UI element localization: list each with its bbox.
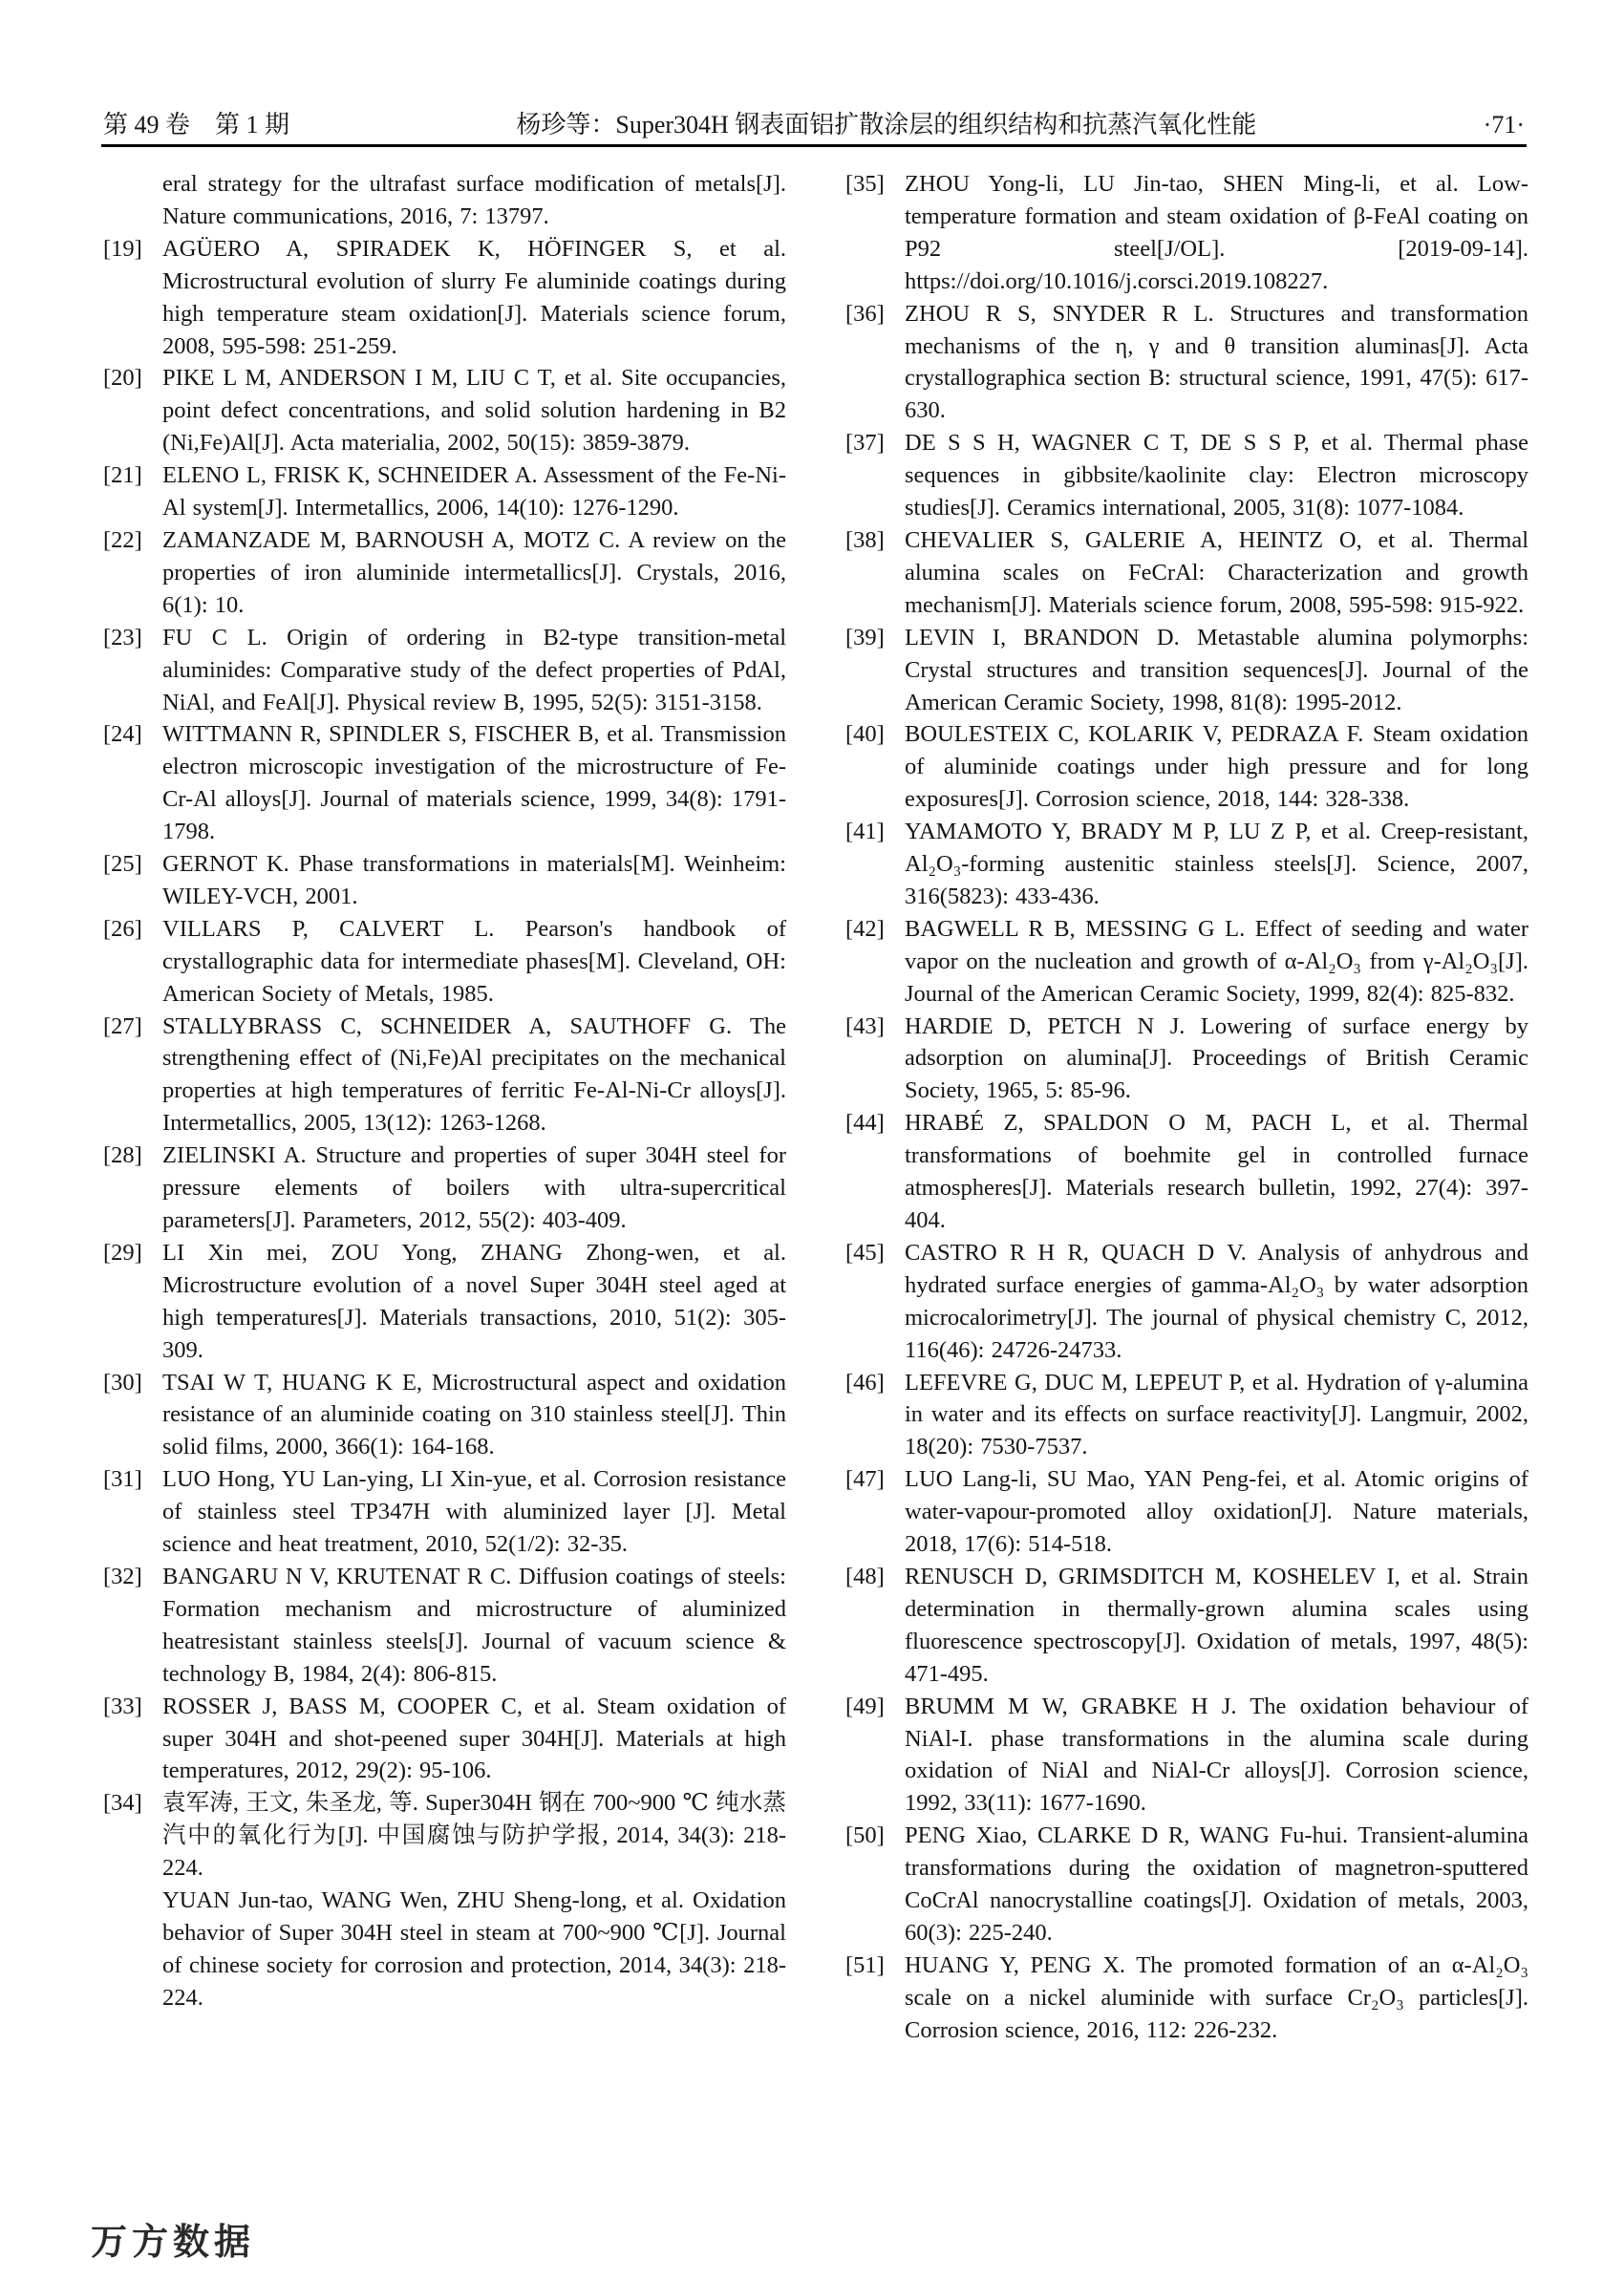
reference-number: [26]	[103, 915, 142, 942]
header-rule	[101, 144, 1527, 147]
reference-item	[103, 168, 786, 233]
reference-item	[845, 1463, 1528, 1561]
reference-text: eral strategy for the ultrafast surface modification of metals[J]. Nature communications, 2016, 7: 13797.	[162, 171, 786, 229]
reference-text: LUO Hong, YU Lan-ying, LI Xin-yue, et al. Corrosion resistance of stainless steel TP347H with aluminized layer [J]. Metal science and heat treatment, 2010, 52(1/2): 32-35.	[162, 1466, 786, 1558]
reference-number: [29]	[103, 1239, 142, 1266]
references-column-right	[845, 168, 1528, 2047]
reference-text: ROSSER J, BASS M, COOPER C, et al. Steam oxidation of super 304H and shot-peened super 304H[J]. Materials at high temperatures, 2012, 29(2): 95-106.	[162, 1693, 786, 1784]
reference-text: DE S S H, WAGNER C T, DE S S P, et al. Thermal phase sequences in gibbsite/kaolinite clay: Electron microscopy studies[J]. Ceramics international, 2005, 31(8): 1077-1084.	[905, 430, 1528, 522]
reference-item	[845, 168, 1528, 298]
reference-text: BRUMM M W, GRABKE H J. The oxidation behaviour of NiAl-I. phase transformations in the alumina scale during oxidation of NiAl and NiAl-Cr alloys[J]. Corrosion science, 1992, 33(11): 1677-1690.	[905, 1693, 1528, 1817]
reference-item	[103, 459, 786, 524]
reference-number: [21]	[103, 462, 142, 489]
reference-number: [25]	[103, 851, 142, 878]
reference-item	[103, 1237, 786, 1367]
reference-text: 袁军涛, 王文, 朱圣龙, 等. Super304H 钢在 700~900 ℃ 纯水蒸汽中的氧化行为[J]. 中国腐蚀与防护学报, 2014, 34(3): 218-224.	[162, 1790, 786, 1882]
reference-number: [23]	[103, 624, 142, 650]
references-section	[103, 168, 1528, 2047]
reference-text: TSAI W T, HUANG K E, Microstructural aspect and oxidation resistance of an aluminide coating on 310 stainless steel[J]. Thin solid films, 2000, 366(1): 164-168.	[162, 1369, 786, 1460]
reference-number: [38]	[845, 526, 885, 553]
reference-item	[103, 1787, 786, 1885]
reference-text: HUANG Y, PENG X. The promoted formation of an α-Al₂O₃ scale on a nickel aluminide with surface Cr₂O₃ particles[J]. Corrosion science, 2016, 112: 226-232.	[905, 1951, 1528, 2043]
reference-text: LEVIN I, BRANDON D. Metastable alumina polymorphs: Crystal structures and transition sequences[J]. Journal of the American Ceramic Society, 1998, 81(8): 1995-2012.	[905, 624, 1528, 715]
reference-number: [34]	[103, 1790, 142, 1817]
reference-item	[845, 427, 1528, 524]
reference-text: RENUSCH D, GRIMSDITCH M, KOSHELEV I, et al. Strain determination in thermally-grown alumina scales using fluorescence spectroscopy[J]. Oxidation of metals, 1997, 48(5): 471-495.	[905, 1563, 1528, 1687]
reference-item	[103, 1140, 786, 1237]
reference-item	[103, 362, 786, 459]
reference-number: [44]	[845, 1110, 885, 1137]
reference-text: FU C L. Origin of ordering in B2-type transition-metal aluminides: Comparative study of the defect properties of PdAl, NiAl, and FeAl[J]. Physical review B, 1995, 52(5): 3151-3158.	[162, 624, 786, 715]
reference-text: VILLARS P, CALVERT L. Pearson's handbook of crystallographic data for intermediate phases[M]. Cleveland, OH: American Society of Metals, 1985.	[162, 915, 786, 1007]
reference-text: ZIELINSKI A. Structure and properties of super 304H steel for pressure elements of boilers with ultra-supercritical parameters[J]. Parameters, 2012, 55(2): 403-409.	[162, 1142, 786, 1233]
reference-number: [39]	[845, 624, 885, 650]
reference-text: CASTRO R H R, QUACH D V. Analysis of anhydrous and hydrated surface energies of gamma-Al₂O₃ by water adsorption microcalorimetry[J]. The journal of physical chemistry C, 2012, 116(46): 24726-24733.	[905, 1239, 1528, 1363]
reference-number: [22]	[103, 526, 142, 553]
reference-item	[103, 1463, 786, 1561]
reference-number: [32]	[103, 1563, 142, 1589]
reference-text: ZAMANZADE M, BARNOUSH A, MOTZ C. A review on the properties of iron aluminide intermetallics[J]. Crystals, 2016, 6(1): 10.	[162, 526, 786, 618]
reference-item	[103, 1367, 786, 1464]
reference-text: BOULESTEIX C, KOLARIK V, PEDRAZA F. Steam oxidation of aluminide coatings under high pressure and for long exposures[J]. Corrosion science, 2018, 144: 328-338.	[905, 721, 1528, 813]
reference-text: PIKE L M, ANDERSON I M, LIU C T, et al. Site occupancies, point defect concentrations, and solid solution hardening in B2 (Ni,Fe)Al[J]. Acta materialia, 2002, 50(15): 3859-3879.	[162, 365, 786, 457]
reference-item	[103, 718, 786, 848]
reference-text: GERNOT K. Phase transformations in materials[M]. Weinheim: WILEY-VCH, 2001.	[162, 851, 786, 909]
reference-text: HARDIE D, PETCH N J. Lowering of surface energy by adsorption on alumina[J]. Proceedings of British Ceramic Society, 1965, 5: 85-96.	[905, 1012, 1528, 1104]
reference-number: [36]	[845, 300, 885, 327]
header-journal-issue: 第 49 卷 第 1 期	[103, 111, 290, 139]
reference-number: [50]	[845, 1822, 885, 1849]
reference-text: YUAN Jun-tao, WANG Wen, ZHU Sheng-long, et al. Oxidation behavior of Super 304H steel in steam at 700~900 ℃[J]. Journal of chinese society for corrosion and protection, 2014, 34(3): 218-224.	[162, 1887, 786, 2011]
reference-number: [51]	[845, 1951, 885, 1978]
reference-text: ZHOU R S, SNYDER R L. Structures and transformation mechanisms of the η, γ and θ transition aluminas[J]. Acta crystallographica section B: structural science, 1991, 47(5): 617-630.	[905, 300, 1528, 424]
reference-text: ZHOU Yong-li, LU Jin-tao, SHEN Ming-li, et al. Low-temperature formation and steam oxidation of β-FeAl coating on P92 steel[J/OL]. [2019-09-14]. https://doi.org/10.1016/j.corsci.2019.108227.	[905, 171, 1528, 294]
reference-number: [43]	[845, 1012, 885, 1039]
reference-item	[845, 1950, 1528, 2047]
reference-item	[845, 524, 1528, 622]
reference-number: [33]	[103, 1693, 142, 1719]
reference-number: [27]	[103, 1012, 142, 1039]
reference-item	[103, 913, 786, 1011]
reference-text: PENG Xiao, CLARKE D R, WANG Fu-hui. Transient-alumina transformations during the oxidation of magnetron-sputtered CoCrAl nanocrystalline coatings[J]. Oxidation of metals, 2003, 60(3): 225-240.	[905, 1822, 1528, 1946]
reference-text: YAMAMOTO Y, BRADY M P, LU Z P, et al. Creep-resistant, Al₂O₃-forming austenitic stainless steels[J]. Science, 2007, 316(5823): 433-436.	[905, 819, 1528, 909]
reference-text: LI Xin mei, ZOU Yong, ZHANG Zhong-wen, et al. Microstructure evolution of a novel Super 304H steel aged at high temperatures[J]. Materials transactions, 2010, 51(2): 305-309.	[162, 1239, 786, 1363]
reference-item	[103, 848, 786, 913]
reference-text: HRABÉ Z, SPALDON O M, PACH L, et al. Thermal transformations of boehmite gel in controlled furnace atmospheres[J]. Materials research bulletin, 1992, 27(4): 397-404.	[905, 1110, 1528, 1233]
header-running-title: 杨珍等：Super304H 钢表面铝扩散涂层的组织结构和抗蒸汽氧化性能	[516, 111, 1257, 139]
reference-item	[845, 816, 1528, 913]
reference-number: [48]	[845, 1563, 885, 1589]
reference-item	[103, 622, 786, 719]
reference-item	[845, 1820, 1528, 1950]
reference-text: ELENO L, FRISK K, SCHNEIDER A. Assessment of the Fe-Ni-Al system[J]. Intermetallics, 2006, 14(10): 1276-1290.	[162, 462, 786, 522]
reference-item	[845, 1561, 1528, 1691]
reference-item	[845, 1237, 1528, 1367]
reference-number: [31]	[103, 1466, 142, 1493]
reference-number: [40]	[845, 721, 885, 748]
reference-number: [37]	[845, 430, 885, 457]
reference-item	[845, 1011, 1528, 1108]
reference-item	[845, 913, 1528, 1011]
reference-number: [45]	[845, 1239, 885, 1266]
header-page-number: ·71·	[1483, 111, 1525, 139]
reference-number: [41]	[845, 819, 885, 845]
reference-number: [42]	[845, 915, 885, 942]
reference-text: LUO Lang-li, SU Mao, YAN Peng-fei, et al. Atomic origins of water-vapour-promoted alloy oxidation[J]. Nature materials, 2018, 17(6): 514-518.	[905, 1466, 1528, 1558]
reference-text: BANGARU N V, KRUTENAT R C. Diffusion coatings of steels: Formation mechanism and microstructure of aluminized heatresistant stainless steels[J]. Journal of vacuum science & technology B, 1984, 2(4): 806-815.	[162, 1563, 786, 1687]
reference-text: LEFEVRE G, DUC M, LEPEUT P, et al. Hydration of γ-alumina in water and its effects on surface reactivity[J]. Langmuir, 2002, 18(20): 7530-7537.	[905, 1369, 1528, 1460]
reference-number: [24]	[103, 721, 142, 748]
reference-item	[845, 718, 1528, 816]
reference-number: [47]	[845, 1466, 885, 1493]
reference-number: [35]	[845, 171, 885, 197]
reference-item	[103, 524, 786, 622]
reference-item	[845, 1691, 1528, 1821]
reference-number: [19]	[103, 235, 142, 262]
reference-text: AGÜERO A, SPIRADEK K, HÖFINGER S, et al. Microstructural evolution of slurry Fe aluminide coatings during high temperature steam oxidation[J]. Materials science forum, 2008, 595-598: 251-259.	[162, 235, 786, 359]
reference-number: [30]	[103, 1369, 142, 1396]
wanfang-watermark: 万方数据	[91, 2221, 256, 2263]
reference-item	[103, 1011, 786, 1140]
reference-item	[845, 622, 1528, 719]
reference-item	[845, 298, 1528, 428]
page-header	[103, 105, 1525, 140]
reference-item	[103, 1691, 786, 1788]
reference-item	[103, 233, 786, 363]
reference-item	[845, 1367, 1528, 1464]
reference-number: [46]	[845, 1369, 885, 1396]
reference-text: STALLYBRASS C, SCHNEIDER A, SAUTHOFF G. The strengthening effect of (Ni,Fe)Al precipitates on the mechanical properties at high temperatures of ferritic Fe-Al-Ni-Cr alloys[J]. Intermetallics, 2005, 13(12): 1263-1268.	[162, 1012, 786, 1137]
reference-item	[845, 1107, 1528, 1237]
reference-item	[103, 1885, 786, 2014]
reference-number: [28]	[103, 1142, 142, 1169]
reference-text: BAGWELL R B, MESSING G L. Effect of seeding and water vapor on the nucleation and growth of α-Al₂O₃ from γ-Al₂O₃[J]. Journal of the American Ceramic Society, 1999, 82(4): 825-832.	[905, 915, 1528, 1007]
reference-number: [49]	[845, 1693, 885, 1719]
reference-text: CHEVALIER S, GALERIE A, HEINTZ O, et al. Thermal alumina scales on FeCrAl: Characterization and growth mechanism[J]. Materials science forum, 2008, 595-598: 915-922.	[905, 526, 1528, 618]
references-column-left	[103, 168, 786, 2047]
reference-item	[103, 1561, 786, 1691]
reference-text: WITTMANN R, SPINDLER S, FISCHER B, et al. Transmission electron microscopic investigation of the microstructure of Fe-Cr-Al alloys[J]. Journal of materials science, 1999, 34(8): 1791-1798.	[162, 721, 786, 845]
reference-number: [20]	[103, 365, 142, 392]
